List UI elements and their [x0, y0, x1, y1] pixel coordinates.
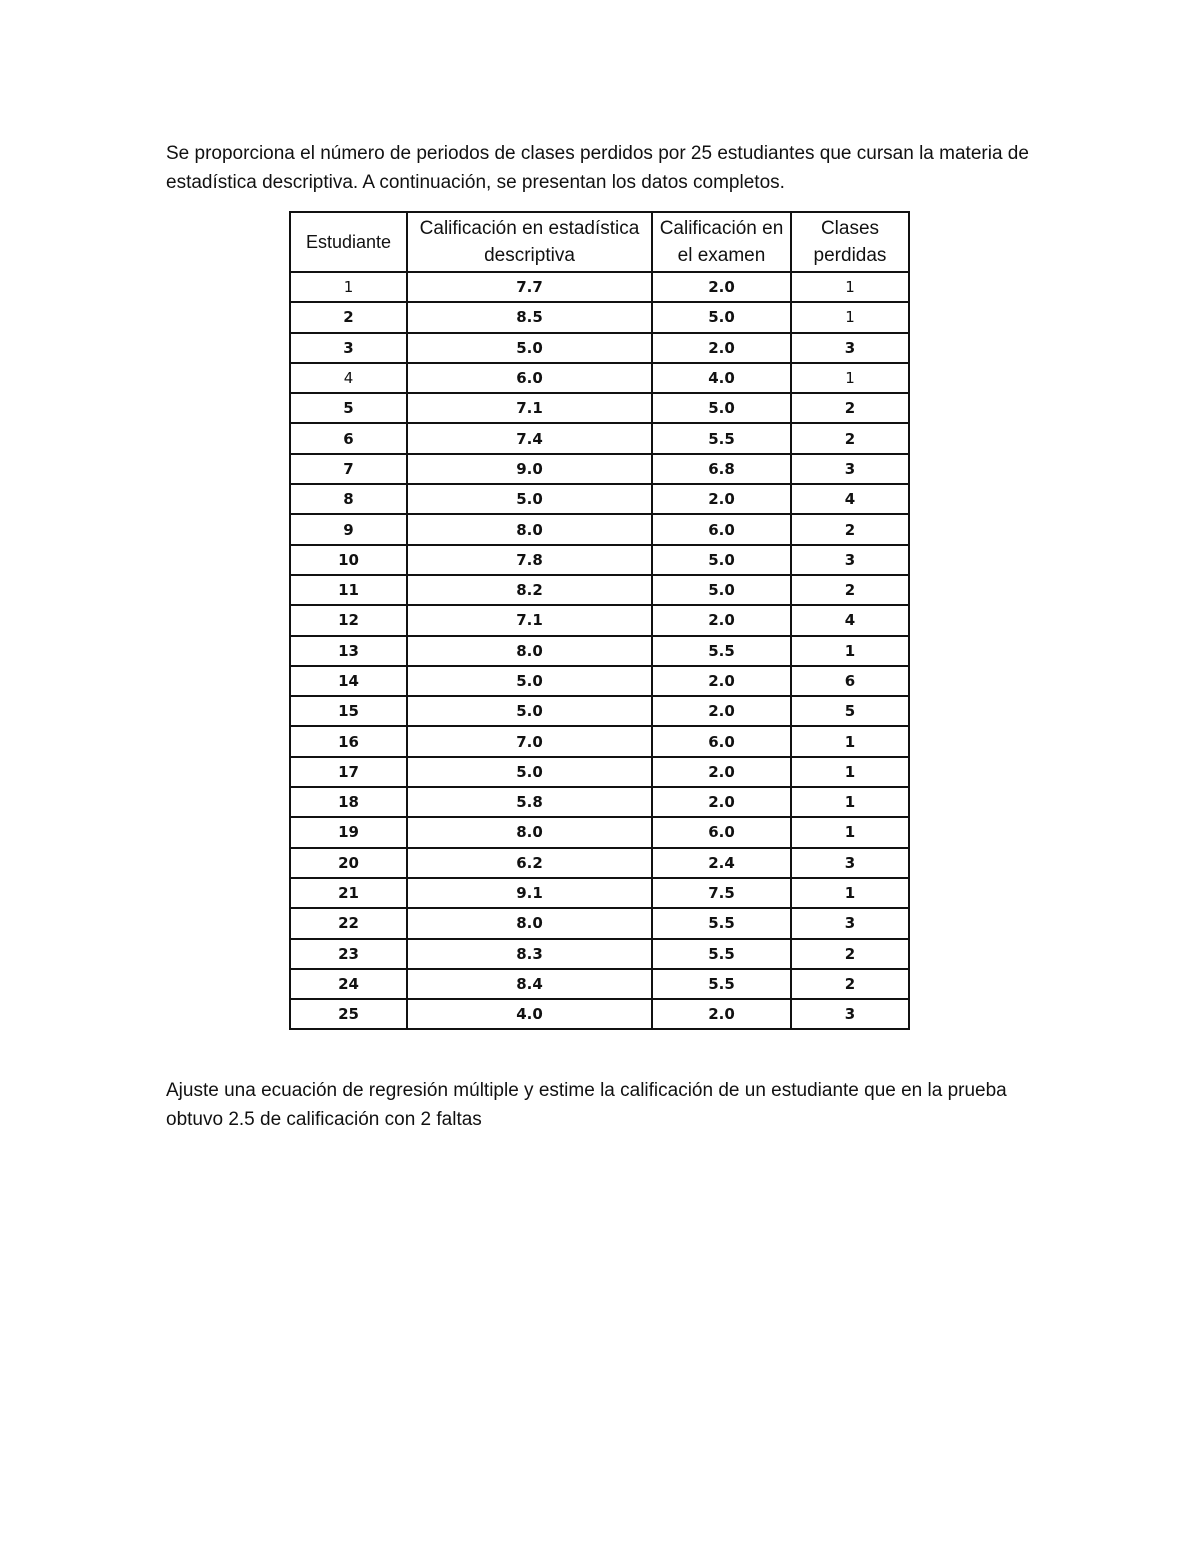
- table-cell-calificacion: 8.2: [407, 575, 652, 605]
- table-cell-calificacion: 5.0: [407, 696, 652, 726]
- table-cell-estudiante: 7: [290, 454, 407, 484]
- table-row: [290, 575, 909, 605]
- table-cell-examen: 4.0: [652, 363, 791, 393]
- table-cell-clases: 1: [791, 787, 909, 817]
- table-cell-estudiante: 13: [290, 636, 407, 666]
- table-cell-clases: 1: [791, 363, 909, 393]
- table-row: [290, 605, 909, 635]
- table-row: [290, 514, 909, 544]
- intro-paragraph: Se proporciona el número de periodos de clases perdidos por 25 estudiantes que cursan la materia de estadística descriptiva. A continuación, se presentan los datos completos.: [166, 143, 1029, 193]
- table-cell-estudiante: 12: [290, 605, 407, 635]
- table-cell-clases: 3: [791, 848, 909, 878]
- table-cell-calificacion: 4.0: [407, 999, 652, 1029]
- table-cell-examen: 2.0: [652, 757, 791, 787]
- table-cell-clases: 3: [791, 333, 909, 363]
- table-cell-calificacion: 9.0: [407, 454, 652, 484]
- table-cell-calificacion: 7.8: [407, 545, 652, 575]
- table-cell-calificacion: 7.7: [407, 272, 652, 302]
- header-calificacion: Calificación en estadística descriptiva: [407, 212, 652, 272]
- table-cell-estudiante: 10: [290, 545, 407, 575]
- header-examen: Calificación en el examen: [652, 212, 791, 272]
- table-cell-examen: 5.5: [652, 423, 791, 453]
- table-cell-clases: 2: [791, 423, 909, 453]
- question-paragraph: Ajuste una ecuación de regresión múltiple y estime la calificación de un estudiante que en la prueba obtuvo 2.5 de calificación con 2 faltas: [166, 1080, 1007, 1130]
- table-cell-calificacion: 7.1: [407, 605, 652, 635]
- table-cell-estudiante: 8: [290, 484, 407, 514]
- table-body: [290, 272, 909, 1029]
- table-cell-clases: 3: [791, 999, 909, 1029]
- table-row: [290, 726, 909, 756]
- table-cell-calificacion: 9.1: [407, 878, 652, 908]
- table-cell-estudiante: 15: [290, 696, 407, 726]
- table-cell-examen: 5.0: [652, 302, 791, 332]
- table-cell-calificacion: 8.0: [407, 514, 652, 544]
- table-cell-estudiante: 20: [290, 848, 407, 878]
- table-cell-examen: 6.0: [652, 514, 791, 544]
- table-cell-clases: 3: [791, 908, 909, 938]
- table-cell-calificacion: 8.5: [407, 302, 652, 332]
- table-cell-calificacion: 7.0: [407, 726, 652, 756]
- table-row: [290, 423, 909, 453]
- table-row: [290, 757, 909, 787]
- table-cell-examen: 5.0: [652, 545, 791, 575]
- table-row: [290, 666, 909, 696]
- table-row: [290, 999, 909, 1029]
- table-cell-estudiante: 6: [290, 423, 407, 453]
- table-cell-examen: 2.4: [652, 848, 791, 878]
- table-cell-estudiante: 18: [290, 787, 407, 817]
- table-cell-estudiante: 11: [290, 575, 407, 605]
- table-row: [290, 969, 909, 999]
- table-row: [290, 787, 909, 817]
- table-cell-clases: 1: [791, 302, 909, 332]
- table-cell-calificacion: 7.1: [407, 393, 652, 423]
- table-cell-estudiante: 17: [290, 757, 407, 787]
- table-cell-examen: 5.0: [652, 393, 791, 423]
- table-cell-clases: 3: [791, 545, 909, 575]
- table-cell-calificacion: 8.0: [407, 908, 652, 938]
- table-header-row: [290, 212, 909, 272]
- table-cell-calificacion: 5.0: [407, 333, 652, 363]
- table-cell-examen: 6.0: [652, 726, 791, 756]
- table-cell-clases: 2: [791, 514, 909, 544]
- header-estudiante: Estudiante: [290, 212, 407, 272]
- table-row: [290, 848, 909, 878]
- table-row: [290, 545, 909, 575]
- table-cell-examen: 2.0: [652, 999, 791, 1029]
- table-cell-clases: 1: [791, 726, 909, 756]
- table-cell-examen: 2.0: [652, 272, 791, 302]
- table-cell-estudiante: 24: [290, 969, 407, 999]
- table-row: [290, 363, 909, 393]
- table-cell-clases: 1: [791, 636, 909, 666]
- table-row: [290, 696, 909, 726]
- table-cell-calificacion: 8.0: [407, 817, 652, 847]
- table-cell-examen: 5.5: [652, 969, 791, 999]
- table-cell-clases: 2: [791, 393, 909, 423]
- table-cell-examen: 2.0: [652, 696, 791, 726]
- table-cell-clases: 2: [791, 939, 909, 969]
- data-table: [289, 211, 910, 1030]
- table-cell-clases: 2: [791, 969, 909, 999]
- table-row: [290, 878, 909, 908]
- table-cell-estudiante: 1: [290, 272, 407, 302]
- table-row: [290, 393, 909, 423]
- table-cell-estudiante: 9: [290, 514, 407, 544]
- table-row: [290, 454, 909, 484]
- table-cell-clases: 3: [791, 454, 909, 484]
- table-row: [290, 636, 909, 666]
- table-cell-clases: 6: [791, 666, 909, 696]
- table-cell-estudiante: 22: [290, 908, 407, 938]
- table-cell-examen: 7.5: [652, 878, 791, 908]
- table-cell-estudiante: 5: [290, 393, 407, 423]
- table-cell-estudiante: 2: [290, 302, 407, 332]
- table-cell-calificacion: 5.0: [407, 484, 652, 514]
- table-cell-examen: 6.0: [652, 817, 791, 847]
- table-cell-examen: 5.5: [652, 636, 791, 666]
- header-clases-perdidas: Clases perdidas: [791, 212, 909, 272]
- table-cell-estudiante: 3: [290, 333, 407, 363]
- table-cell-clases: 5: [791, 696, 909, 726]
- table-cell-calificacion: 8.0: [407, 636, 652, 666]
- table-cell-examen: 2.0: [652, 333, 791, 363]
- table-row: [290, 272, 909, 302]
- table-cell-examen: 5.5: [652, 939, 791, 969]
- table-cell-estudiante: 4: [290, 363, 407, 393]
- table-cell-estudiante: 19: [290, 817, 407, 847]
- table-cell-examen: 2.0: [652, 484, 791, 514]
- table-cell-examen: 2.0: [652, 666, 791, 696]
- table-cell-estudiante: 21: [290, 878, 407, 908]
- table-row: [290, 333, 909, 363]
- table-cell-clases: 4: [791, 605, 909, 635]
- table-cell-examen: 5.0: [652, 575, 791, 605]
- table-row: [290, 939, 909, 969]
- table-cell-clases: 1: [791, 817, 909, 847]
- table-cell-calificacion: 8.3: [407, 939, 652, 969]
- table-cell-estudiante: 25: [290, 999, 407, 1029]
- table-cell-calificacion: 6.0: [407, 363, 652, 393]
- table-cell-estudiante: 23: [290, 939, 407, 969]
- table-cell-clases: 1: [791, 272, 909, 302]
- table-cell-calificacion: 5.8: [407, 787, 652, 817]
- table-cell-calificacion: 8.4: [407, 969, 652, 999]
- table-cell-clases: 1: [791, 757, 909, 787]
- table-row: [290, 302, 909, 332]
- table-cell-estudiante: 14: [290, 666, 407, 696]
- table-cell-clases: 2: [791, 575, 909, 605]
- table-cell-estudiante: 16: [290, 726, 407, 756]
- table-cell-clases: 1: [791, 878, 909, 908]
- table-row: [290, 817, 909, 847]
- table-cell-clases: 4: [791, 484, 909, 514]
- table-cell-examen: 6.8: [652, 454, 791, 484]
- table-cell-examen: 2.0: [652, 787, 791, 817]
- table-row: [290, 484, 909, 514]
- table-cell-calificacion: 6.2: [407, 848, 652, 878]
- table-cell-examen: 2.0: [652, 605, 791, 635]
- table-cell-calificacion: 5.0: [407, 757, 652, 787]
- table-cell-examen: 5.5: [652, 908, 791, 938]
- table-cell-calificacion: 7.4: [407, 423, 652, 453]
- table-row: [290, 908, 909, 938]
- table-cell-calificacion: 5.0: [407, 666, 652, 696]
